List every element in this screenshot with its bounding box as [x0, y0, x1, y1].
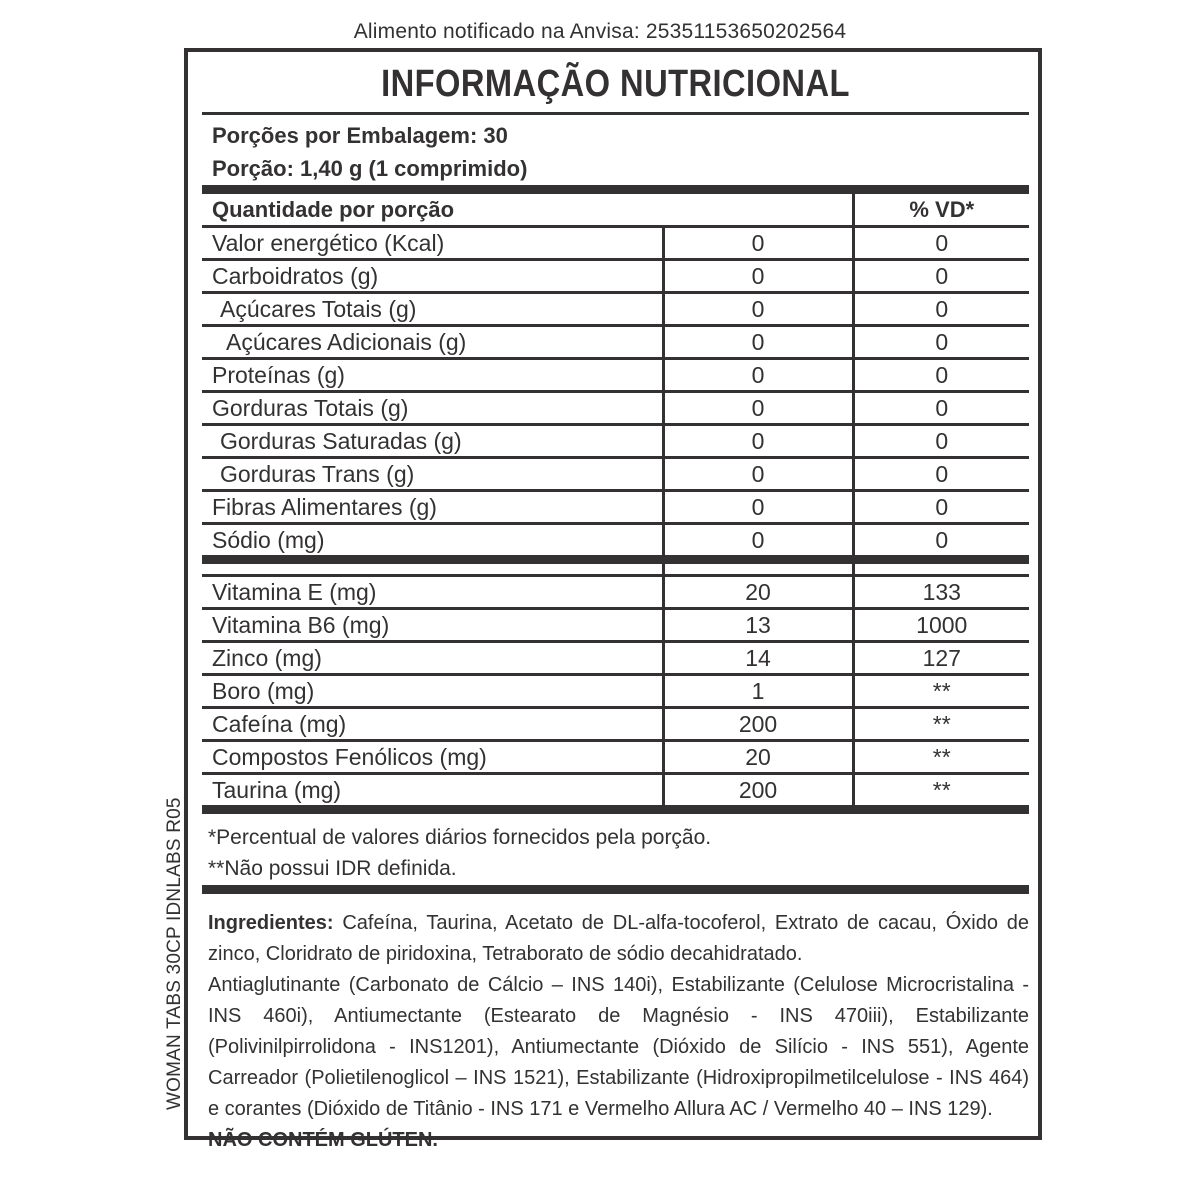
nutrient-row: [202, 359, 1029, 392]
nutrient-vd: 0: [853, 359, 1029, 392]
ingredients-list: [208, 908, 1029, 970]
divider-thick: [202, 555, 1029, 564]
ingredients-section: [202, 894, 1029, 1156]
nutrient-row: [202, 293, 1029, 326]
nutrient-name: Vitamina E (mg): [202, 576, 663, 609]
nutrient-vd: 133: [853, 576, 1029, 609]
nutrient-vd: 0: [853, 491, 1029, 524]
nutrient-row: [202, 425, 1029, 458]
nutrient-name: Gorduras Trans (g): [202, 458, 663, 491]
nutrient-row: [202, 708, 1029, 741]
divider-thick: [202, 805, 1029, 814]
nutrient-name: Zinco (mg): [202, 642, 663, 675]
nutrient-name: Fibras Alimentares (g): [202, 491, 663, 524]
nutrient-row: [202, 491, 1029, 524]
nutrient-name: Valor energético (Kcal): [202, 227, 663, 260]
macro-nutrients: [202, 194, 1029, 555]
nutrient-row: [202, 741, 1029, 774]
nutrient-vd: **: [853, 675, 1029, 708]
nutrient-amount: 14: [663, 642, 853, 675]
additives-text: Antiaglutinante (Carbonato de Cálcio – INS 140i), Estabilizante (Celulose Microcristalina - INS 460i), Antiumectante (Estearato de Magnésio - INS 470iii), Estabilizante (Polivinilpirrolidona - INS1201), Antiumectante (Dióxido de Silício - INS 551), Agente Carreador (Polietilenoglicol – INS 1521), Estabilizante (Hidroxipropilmetilcelulose - INS 464) e corantes (Dióxido de Titânio - INS 171 e Vermelho Allura AC / Vermelho 40 – INS 129).: [208, 974, 1029, 1120]
nutrient-amount: 200: [663, 774, 853, 806]
micronutrient-table: [202, 564, 1029, 805]
nutrient-amount: 0: [663, 227, 853, 260]
footnote-vd: *Percentual de valores diários fornecidos pela porção.: [208, 826, 712, 849]
nutrient-amount: 0: [663, 359, 853, 392]
nutrient-row: [202, 227, 1029, 260]
nutrient-vd: **: [853, 774, 1029, 806]
nutrient-amount: 0: [663, 326, 853, 359]
nutrient-vd: **: [853, 741, 1029, 774]
portion-info: [202, 115, 1029, 185]
nutrient-row: [202, 524, 1029, 556]
anvisa-notification: Alimento notificado na Anvisa: 25351153650202564: [353, 20, 847, 43]
quantity-header: Quantidade por porção: [202, 194, 853, 227]
nutrient-vd: 0: [853, 425, 1029, 458]
panel-title: INFORMAÇÃO NUTRICIONAL: [381, 63, 850, 105]
nutrient-name: Açúcares Adicionais (g): [202, 326, 663, 359]
nutrient-amount: 20: [663, 576, 853, 609]
nutrient-amount: 20: [663, 741, 853, 774]
nutrient-name: Gorduras Totais (g): [202, 392, 663, 425]
nutrient-vd: 127: [853, 642, 1029, 675]
nutrient-name: Compostos Fenólicos (mg): [202, 741, 663, 774]
nutrient-amount: 0: [663, 425, 853, 458]
nutrient-vd: 0: [853, 227, 1029, 260]
nutrient-vd: 1000: [853, 609, 1029, 642]
nutrient-amount: 0: [663, 392, 853, 425]
nutrient-row: [202, 609, 1029, 642]
nutrition-facts-content: [202, 52, 1029, 1156]
nutrition-table: [202, 194, 1029, 555]
nutrient-amount: 0: [663, 491, 853, 524]
nutrient-amount: 0: [663, 260, 853, 293]
divider-thick: [202, 885, 1029, 894]
portion-size: Porção: 1,40 g (1 comprimido): [212, 156, 528, 181]
table-header: [202, 194, 1029, 227]
nutrient-name: Açúcares Totais (g): [202, 293, 663, 326]
nutrient-vd: 0: [853, 326, 1029, 359]
nutrient-amount: 200: [663, 708, 853, 741]
nutrient-vd: 0: [853, 392, 1029, 425]
nutrient-amount: 0: [663, 524, 853, 556]
nutrient-amount: 0: [663, 293, 853, 326]
nutrient-row: [202, 675, 1029, 708]
nutrient-vd: 0: [853, 260, 1029, 293]
spacer-row: [202, 564, 1029, 576]
nutrient-row: [202, 576, 1029, 609]
nutrient-row: [202, 326, 1029, 359]
footnote-idr: **Não possui IDR definida.: [208, 857, 457, 880]
nutrient-amount: 0: [663, 458, 853, 491]
nutrient-vd: **: [853, 708, 1029, 741]
nutrition-facts-panel: [184, 48, 1042, 1151]
nutrient-name: Boro (mg): [202, 675, 663, 708]
vd-header: % VD*: [853, 194, 1029, 227]
product-code: WOMAN TABS 30CP IDNLABS R05: [164, 797, 185, 1110]
nutrient-row: [202, 774, 1029, 806]
nutrient-name: Proteínas (g): [202, 359, 663, 392]
divider-thick: [202, 185, 1029, 194]
nutrient-name: Taurina (mg): [212, 777, 342, 803]
nutrient-amount: 13: [663, 609, 853, 642]
nutrient-amount: 1: [663, 675, 853, 708]
footnotes: [202, 814, 1029, 885]
nutrient-row: [202, 642, 1029, 675]
nutrient-row: [202, 458, 1029, 491]
nutrient-row: [202, 392, 1029, 425]
nutrient-name: Sódio (mg): [212, 527, 325, 553]
micro-nutrients: [202, 564, 1029, 805]
nutrient-vd: 0: [853, 524, 1029, 556]
ingredients-text: Cafeína, Taurina, Acetato de DL-alfa-tocoferol, Extrato de cacau, Óxido de zinco, Cloridrato de piridoxina, Tetraborato de sódio decahidratado.: [208, 912, 1029, 965]
nutrient-name: Vitamina B6 (mg): [202, 609, 663, 642]
nutrient-vd: 0: [853, 293, 1029, 326]
nutrient-name: Carboidratos (g): [202, 260, 663, 293]
gluten-notice: NÃO CONTÉM GLÚTEN.: [208, 1129, 438, 1151]
nutrient-row: [202, 260, 1029, 293]
ingredients-label: Ingredientes:: [208, 912, 334, 934]
portions-per-package: Porções por Embalagem: 30: [212, 123, 508, 148]
nutrient-name: Gorduras Saturadas (g): [202, 425, 663, 458]
nutrient-vd: 0: [853, 458, 1029, 491]
nutrient-name: Cafeína (mg): [202, 708, 663, 741]
